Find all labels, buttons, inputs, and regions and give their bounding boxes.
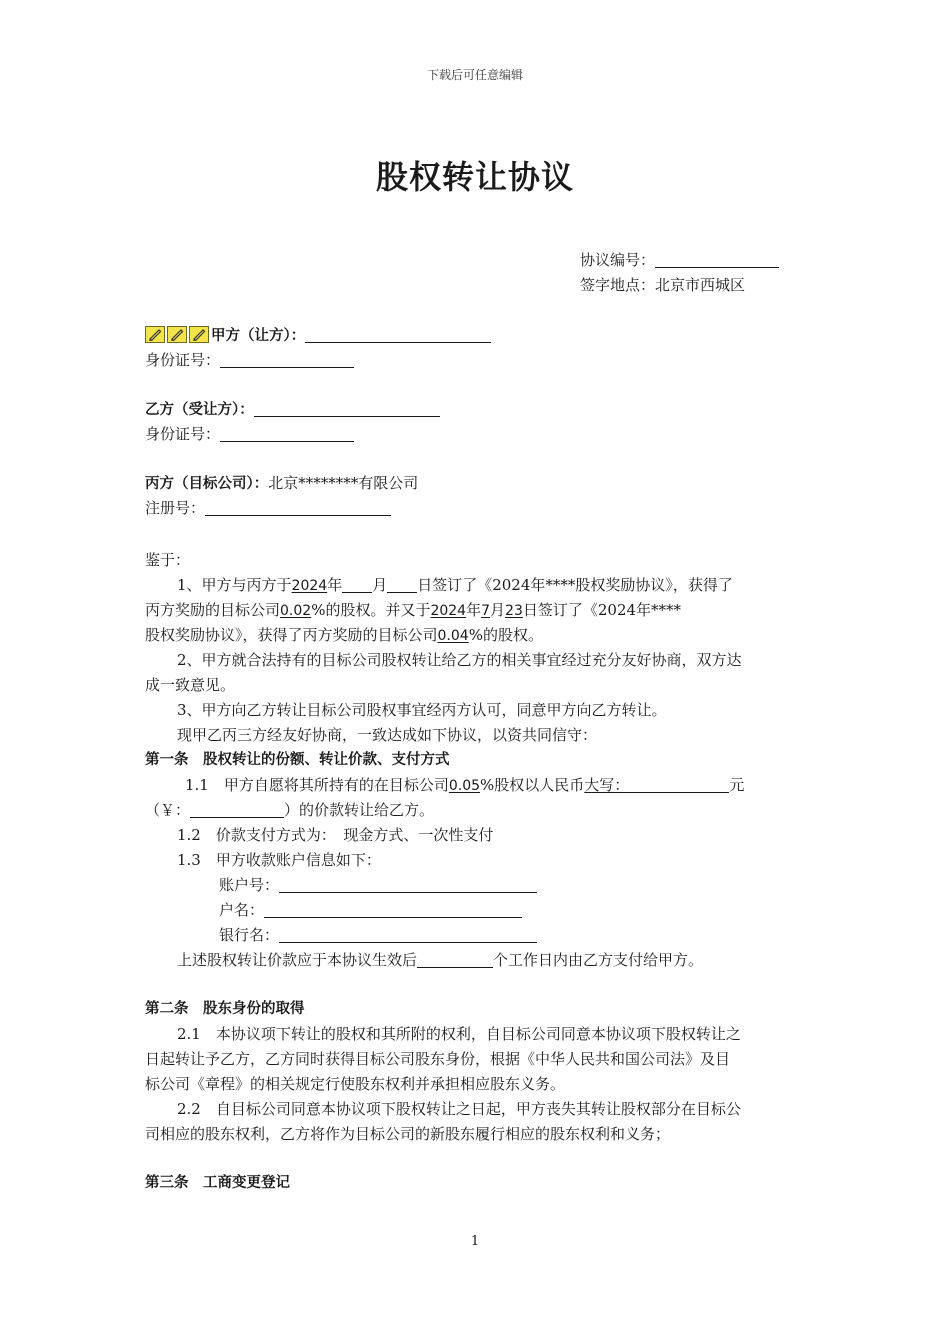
registration-line [145,496,807,521]
year-1: 2024 [291,578,328,594]
day-1-blank[interactable] [387,576,417,593]
party-b-blank[interactable] [254,400,440,417]
clause-1-3: 1.3 甲方收款账户信息如下： [177,851,381,869]
amount-yuan-blank[interactable] [190,801,284,818]
article-2-heading: 第二条 股东身份的取得 [145,1001,305,1017]
month-1-blank[interactable] [342,576,372,593]
pencil-marker-icon [145,326,165,343]
agreement-number-blank[interactable] [655,251,779,268]
amount-daxie-blank[interactable] [629,776,729,793]
article-1-heading: 第一条 股权转让的份额、转让价款、支付方式 [145,752,450,768]
account-name-blank[interactable] [264,901,522,918]
clause-2-1-line-1: 2.1 本协议项下转让的股权和其所附的权利，自目标公司同意本协议项下股权转让之 [177,1025,741,1043]
party-c-value: 北京********有限公司 [268,474,419,492]
recital-4: 现甲乙丙三方经友好协商，一致达成如下协议，以资共同信守： [177,726,598,744]
clause-2-1-line-2: 日起转让予乙方，乙方同时获得目标公司股东身份，根据《中华人民共和国公司法》及目 [145,1050,731,1068]
pencil-marker-icon [167,326,187,343]
party-c-line [145,471,807,496]
signing-place-line [580,273,745,298]
signing-place-label: 签字地点： [580,276,656,294]
party-a-id-line [145,348,807,373]
party-b-id-blank[interactable] [220,425,354,442]
working-days-blank[interactable] [417,951,493,968]
amount-daxie-label: 大写： [584,776,630,794]
transfer-percent: 0.05 [448,778,481,794]
percent-1: 0.02 [280,603,312,619]
agreement-number-line [580,248,779,273]
party-a-line [145,323,807,348]
article-3-heading: 第三条 工商变更登记 [145,1175,290,1191]
year-2: 2024 [430,603,467,619]
month-2: 7 [481,603,491,619]
clause-2-1-line-3: 标公司《章程》的相关规定行使股东权利并承担相应股东义务。 [145,1075,566,1093]
party-c-label: 丙方（目标公司）： [145,476,269,492]
parties-section [145,323,807,521]
bank-name-blank[interactable] [279,926,537,943]
whereas-heading: 鉴于： [145,551,191,569]
clause-2-2-line-2: 司相应的股东权利，乙方将作为目标公司的新股东履行相应的股东权利和义务； [145,1125,671,1143]
agreement-body [145,548,807,1196]
recital-2-line-2: 成一致意见。 [145,676,236,694]
recital-1-line-3: 股权奖励协议》，获得了丙方奖励的目标公司0.04%的股权。 [145,626,543,644]
party-a-blank[interactable] [305,326,491,343]
account-number-blank[interactable] [279,876,537,893]
recital-3: 3、甲方向乙方转让目标公司股权事宜经丙方认可，同意甲方向乙方转让。 [177,701,667,719]
clause-2-2-line-1: 2.2 自目标公司同意本协议项下股权转让之日起，甲方丧失其转让股权部分在目标公 [177,1100,741,1118]
day-2: 23 [505,603,523,619]
percent-2: 0.04 [437,628,469,644]
clause-1-1-line-1: 1.1 甲方自愿将其所持有的在目标公司0.05%股权以人民币大写： 元 [185,776,745,794]
registration-label: 注册号： [145,499,206,517]
party-b-line [145,397,807,422]
clause-1-2: 1.2 价款支付方式为： 现金方式、一次性支付 [177,826,494,844]
recital-2-line-1: 2、甲方就合法持有的目标公司股权转让给乙方的相关事宜经过充分友好协商，双方达 [177,651,742,669]
payment-deadline-line: 上述股权转让价款应于本协议生效后 个工作日内由乙方支付给甲方。 [177,951,704,969]
document-title: 股权转让协议 [375,158,574,196]
recital-1-line-1: 1、甲方与丙方于2024年 月 日签订了《2024年****股权奖励协议》，获得了 [177,576,733,594]
party-b-id-label: 身份证号： [145,425,221,443]
page-header-note: 下载后可任意编辑 [426,68,523,82]
recital-1-line-2: 丙方奖励的目标公司0.02%的股权。并又于2024年7月23日签订了《2024年**** [145,601,682,619]
party-a-id-blank[interactable] [220,351,354,368]
clause-1-1-line-2: （￥： ）的价款转让给乙方。 [145,801,435,819]
registration-blank[interactable] [205,499,391,516]
signing-place-value: 北京市西城区 [655,276,746,294]
agreement-number-label: 协议编号： [580,251,656,269]
page-number: 1 [470,1234,480,1249]
party-a-label: 甲方（让方）： [211,328,306,344]
party-b-label: 乙方（受让方）： [145,402,254,418]
pencil-marker-icon [189,326,209,343]
party-a-id-label: 身份证号： [145,351,221,369]
party-b-id-line [145,422,807,447]
account-number-line: 账户号： [145,873,807,898]
bank-name-line: 银行名： [145,923,807,948]
account-name-line: 户名： [145,898,807,923]
